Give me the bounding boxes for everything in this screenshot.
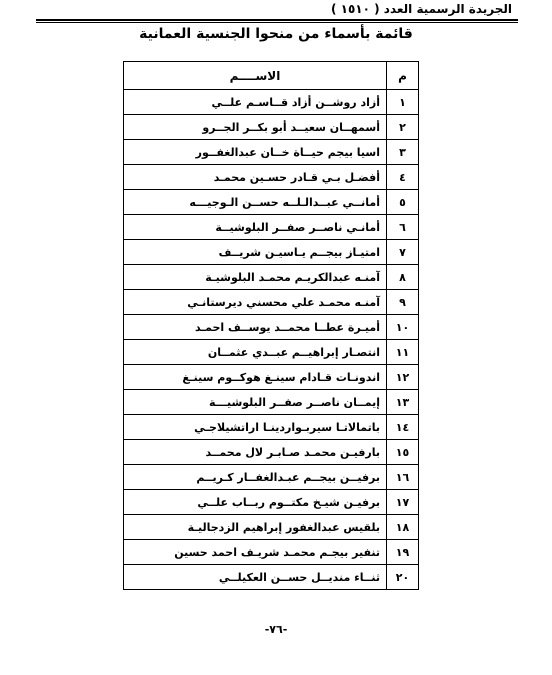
header-rule	[36, 19, 518, 21]
row-number: ١٢	[387, 365, 419, 390]
table-row	[124, 440, 419, 465]
row-number: ١٤	[387, 415, 419, 440]
table-row	[124, 365, 419, 390]
row-name: باتمالاتـا سيربـواردينـا اراتشيلاجـي	[124, 415, 387, 440]
row-name: آمنـه عبدالكريـم محمـد البلوشيـة	[124, 265, 387, 290]
column-header-number: م	[387, 62, 419, 90]
table-row	[124, 290, 419, 315]
table-row	[124, 565, 419, 590]
table-row	[124, 465, 419, 490]
row-number: ٣	[387, 140, 419, 165]
page-title: قائمة بأسماء من منحوا الجنسية العمانية	[139, 26, 413, 42]
row-number: ١١	[387, 340, 419, 365]
row-name: برفيـن شيـخ مكتــوم ربــاب علــي	[124, 490, 387, 515]
row-name: بلقيس عبدالغفور إبراهيم الزدجاليـة	[124, 515, 387, 540]
table-header-row	[124, 62, 419, 90]
row-name: أفضـل بـي قـادر حسـين محمـد	[124, 165, 387, 190]
row-number: ٦	[387, 215, 419, 240]
header-rule-thin	[36, 22, 518, 23]
row-name: انتصـار إبراهيــم عبــدي عثمــان	[124, 340, 387, 365]
row-number: ١٦	[387, 465, 419, 490]
row-name: إيمــان ناصــر صفــر البلوشيـــة	[124, 390, 387, 415]
page-number: -٧٦-	[264, 623, 288, 636]
row-number: ٥	[387, 190, 419, 215]
names-table	[123, 61, 419, 590]
table-row	[124, 515, 419, 540]
table-row	[124, 90, 419, 115]
table-row	[124, 390, 419, 415]
row-name: أميـرة عطــا محمــد يوســف احمـد	[124, 315, 387, 340]
row-name: برفيــن بيجــم عبـدالغفــار كـريــم	[124, 465, 387, 490]
table-row	[124, 415, 419, 440]
table-row	[124, 315, 419, 340]
row-name: أسمهــان سعيــد أبو بكــر الجــرو	[124, 115, 387, 140]
row-name: أمانـي ناصــر صفــر البلوشيــة	[124, 215, 387, 240]
table-row	[124, 490, 419, 515]
table-row	[124, 540, 419, 565]
row-number: ٧	[387, 240, 419, 265]
table-row	[124, 190, 419, 215]
row-number: ١٥	[387, 440, 419, 465]
row-number: ٢٠	[387, 565, 419, 590]
row-name: تنفير بيجـم محمـد شريـف احمد حسين	[124, 540, 387, 565]
row-name: آمنـه محمـد علي محسني ديرستانـي	[124, 290, 387, 315]
row-number: ١٩	[387, 540, 419, 565]
row-name: أزاد روشــن أزاد قــاسـم علــي	[124, 90, 387, 115]
row-number: ٩	[387, 290, 419, 315]
row-number: ١٧	[387, 490, 419, 515]
table-row	[124, 240, 419, 265]
table-row	[124, 165, 419, 190]
table-row	[124, 265, 419, 290]
table-row	[124, 340, 419, 365]
row-name: ثنــاء منديــل حســن العكيلــي	[124, 565, 387, 590]
row-name: اسيا بيجم حيــاة خــان عبدالغفــور	[124, 140, 387, 165]
row-number: ٨	[387, 265, 419, 290]
row-name: بارفيـن محمـد صـابـر لال محمــد	[124, 440, 387, 465]
row-name: اندونـات قـادام سينـغ هوكــوم سينـغ	[124, 365, 387, 390]
column-header-name: الاســــم	[124, 62, 387, 90]
row-number: ١٠	[387, 315, 419, 340]
row-number: ٢	[387, 115, 419, 140]
gazette-header: الجريدة الرسمية العدد ( ١٥١٠ )	[330, 2, 512, 16]
row-name: امتيـاز بيجــم يـاسيـن شريــف	[124, 240, 387, 265]
row-number: ١٨	[387, 515, 419, 540]
row-number: ١	[387, 90, 419, 115]
table-row	[124, 115, 419, 140]
row-number: ١٣	[387, 390, 419, 415]
table-row	[124, 215, 419, 240]
row-number: ٤	[387, 165, 419, 190]
table-row	[124, 140, 419, 165]
row-name: أمانــي عبــدالـلــه حســن الـوجيـــه	[124, 190, 387, 215]
